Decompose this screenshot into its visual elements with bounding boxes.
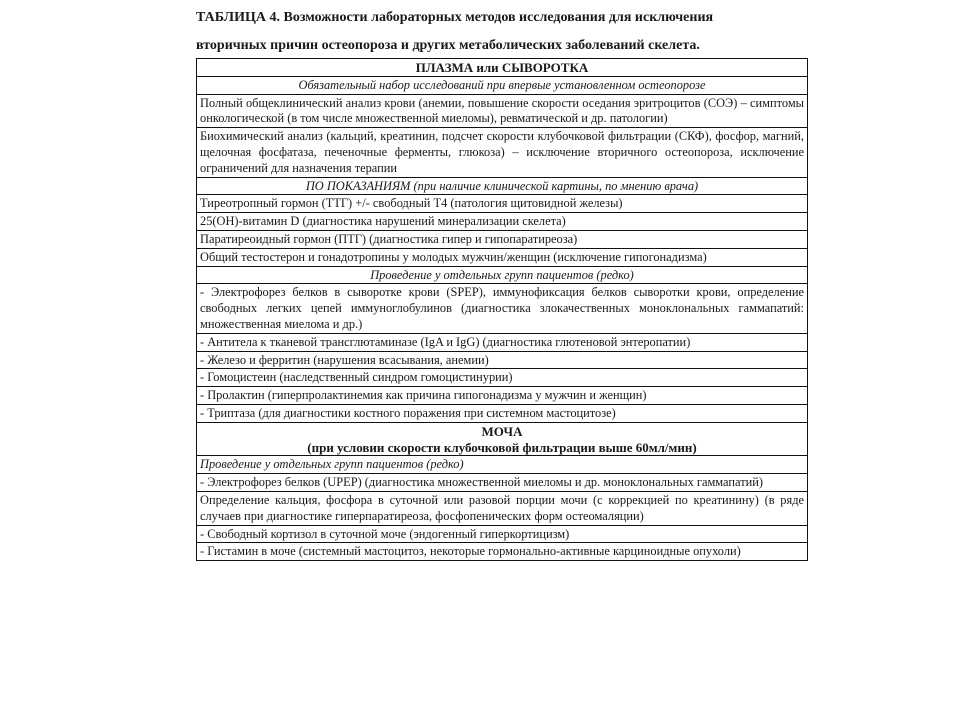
table-row: - Триптаза (для диагностики костного поражения при системном мастоцитозе) xyxy=(197,404,808,422)
urine-header-subtitle: (при условии скорости клубочковой фильтрации выше 60мл/мин) xyxy=(307,439,697,455)
table-row: - Свободный кортизол в суточной моче (эндогенный гиперкортицизм) xyxy=(197,525,808,543)
table-row: - Гомоцистеин (наследственный синдром гомоцистинурии) xyxy=(197,369,808,387)
lab-methods-table xyxy=(196,58,808,561)
urine-header xyxy=(197,422,808,456)
table-row: Биохимический анализ (кальций, креатинин, подсчет скорости клубочковой фильтрации (СКФ), фосфор, магний, щелочная фосфатаза, печеночные ферменты, глюкоза) – исключение вторичного остеопороза, исключение ограничений для назначения терапии xyxy=(197,128,808,177)
urine-header-title: МОЧА xyxy=(481,423,523,439)
plasma-header: ПЛАЗМА или СЫВОРОТКА xyxy=(197,59,808,77)
urine-rare-header: Проведение у отдельных групп пациентов (редко) xyxy=(197,456,808,474)
table-row: Общий тестостерон и гонадотропины у молодых мужчин/женщин (исключение гипогонадизма) xyxy=(197,248,808,266)
table-row: - Железо и ферритин (нарушения всасывания, анемии) xyxy=(197,351,808,369)
table-row: - Антитела к тканевой трансглютаминазе (IgA и IgG) (диагностика глютеновой энтеропатии) xyxy=(197,333,808,351)
table-row: Тиреотропный гормон (ТТГ) +/- свободный Т4 (патология щитовидной железы) xyxy=(197,195,808,213)
plasma-rare-header: Проведение у отдельных групп пациентов (редко) xyxy=(197,266,808,284)
table-caption xyxy=(196,4,816,60)
plasma-indications-header: ПО ПОКАЗАНИЯМ (при наличие клинической картины, по мнению врача) xyxy=(197,177,808,195)
table-row: Определение кальция, фосфора в суточной или разовой порции мочи (с коррекцией по креатинину) (в ряде случаев при диагностике гиперпаратиреоза, фосфопенических форм остеомаляции) xyxy=(197,491,808,525)
table-row: Полный общеклинический анализ крови (анемии, повышение скорости оседания эритроцитов (СОЭ) – симптомы онкологической (в том числе множественной миеломы), ревматической и др. патологии) xyxy=(197,94,808,128)
plasma-mandatory-header: Обязательный набор исследований при впервые установленном остеопорозе xyxy=(197,76,808,94)
table-row: 25(ОН)-витамин D (диагностика нарушений минерализации скелета) xyxy=(197,213,808,231)
table-row: - Пролактин (гиперпролактинемия как причина гипогонадизма у мужчин и женщин) xyxy=(197,387,808,405)
table-row: Паратиреоидный гормон (ПТГ) (диагностика гипер и гипопаратиреоза) xyxy=(197,230,808,248)
caption-line-1: ТАБЛИЦА 4. Возможности лабораторных методов исследования для исключения xyxy=(196,10,714,25)
table-row: - Гистамин в моче (системный мастоцитоз, некоторые гормонально-активные карциноидные опухоли) xyxy=(197,543,808,561)
caption-line-2: вторичных причин остеопороза и других метаболических заболеваний скелета. xyxy=(196,38,700,53)
table-row: - Электрофорез белков в сыворотке крови (SPEP), иммунофиксация белков сыворотки крови, определение свободных легких цепей иммуноглобулинов (диагностика злокачественных моноклональных гаммапатий: множественная миелома и др.) xyxy=(197,284,808,333)
table-row: - Электрофорез белков (UPEP) (диагностика множественной миеломы и др. моноклональных гаммапатий) xyxy=(197,474,808,492)
